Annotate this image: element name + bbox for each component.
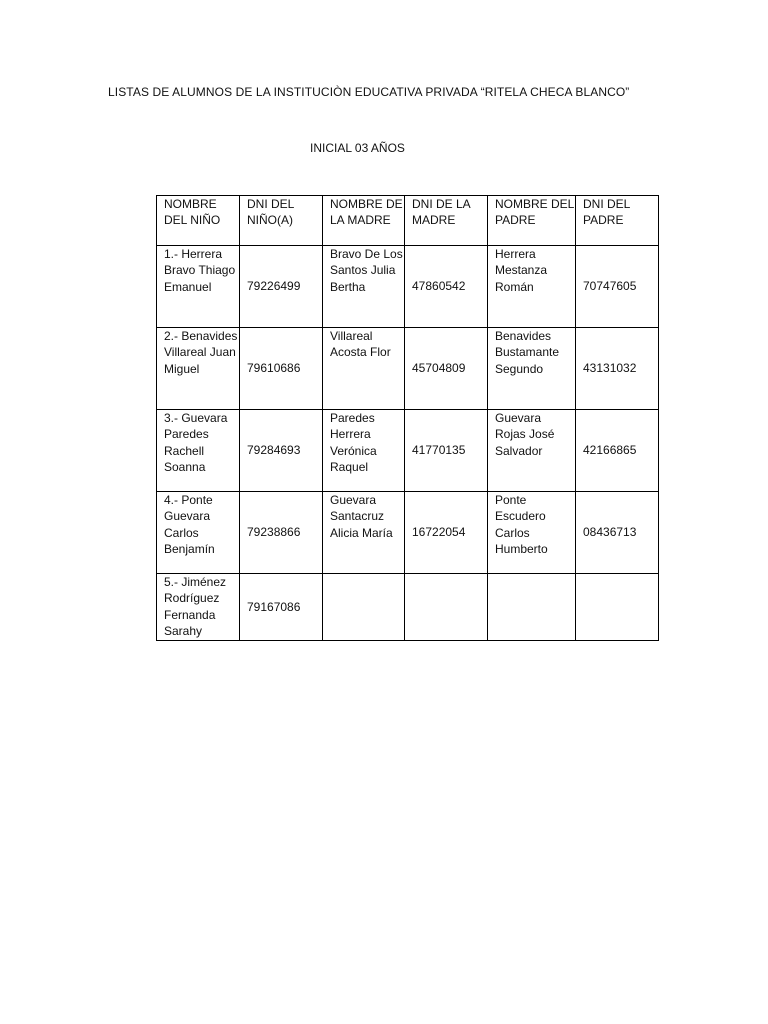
child-dni-cell: 79284693 [240,410,323,492]
mother-name-cell [323,574,405,641]
header-child-name: NOMBRE DEL NIÑO [157,196,240,246]
father-name-cell: Herrera Mestanza Román [488,246,576,328]
child-dni-cell: 79226499 [240,246,323,328]
table-row [157,574,659,641]
header-father-dni: DNI DEL PADRE [576,196,659,246]
father-dni-cell: 70747605 [576,246,659,328]
father-name-cell: Guevara Rojas José Salvador [488,410,576,492]
father-name-cell: Ponte Escudero Carlos Humberto [488,492,576,574]
table-row [157,492,659,574]
mother-dni-cell: 41770135 [405,410,488,492]
mother-name-cell: Guevara Santacruz Alicia María [323,492,405,574]
section-subtitle: INICIAL 03 AÑOS [310,141,405,155]
father-name-cell [488,574,576,641]
mother-name-cell: Paredes Herrera Verónica Raquel [323,410,405,492]
father-name-cell: Benavides Bustamante Segundo [488,328,576,410]
page-title: LISTAS DE ALUMNOS DE LA INSTITUCIÒN EDUCATIVA PRIVADA “RITELA CHECA BLANCO” [108,85,630,99]
students-table [156,195,659,641]
father-dni-cell: 08436713 [576,492,659,574]
child-name-cell: 2.- Benavides Villareal Juan Miguel [157,328,240,410]
table-row [157,328,659,410]
header-mother-dni: DNI DE LA MADRE [405,196,488,246]
child-dni-cell: 79610686 [240,328,323,410]
father-dni-cell: 42166865 [576,410,659,492]
child-name-cell: 3.- Guevara Paredes Rachell Soanna [157,410,240,492]
header-child-dni: DNI DEL NIÑO(A) [240,196,323,246]
child-name-cell: 4.- Ponte Guevara Carlos Benjamín [157,492,240,574]
mother-dni-cell: 47860542 [405,246,488,328]
child-dni-cell: 79167086 [240,574,323,641]
child-name-cell: 5.- Jiménez Rodríguez Fernanda Sarahy [157,574,240,641]
table-row [157,410,659,492]
father-dni-cell [576,574,659,641]
child-name-cell: 1.- Herrera Bravo Thiago Emanuel [157,246,240,328]
mother-name-cell: Bravo De Los Santos Julia Bertha [323,246,405,328]
header-mother-name: NOMBRE DE LA MADRE [323,196,405,246]
mother-name-cell: Villareal Acosta Flor [323,328,405,410]
header-father-name: NOMBRE DEL PADRE [488,196,576,246]
mother-dni-cell [405,574,488,641]
father-dni-cell: 43131032 [576,328,659,410]
table-row [157,246,659,328]
mother-dni-cell: 45704809 [405,328,488,410]
child-dni-cell: 79238866 [240,492,323,574]
mother-dni-cell: 16722054 [405,492,488,574]
table-header-row [157,196,659,246]
